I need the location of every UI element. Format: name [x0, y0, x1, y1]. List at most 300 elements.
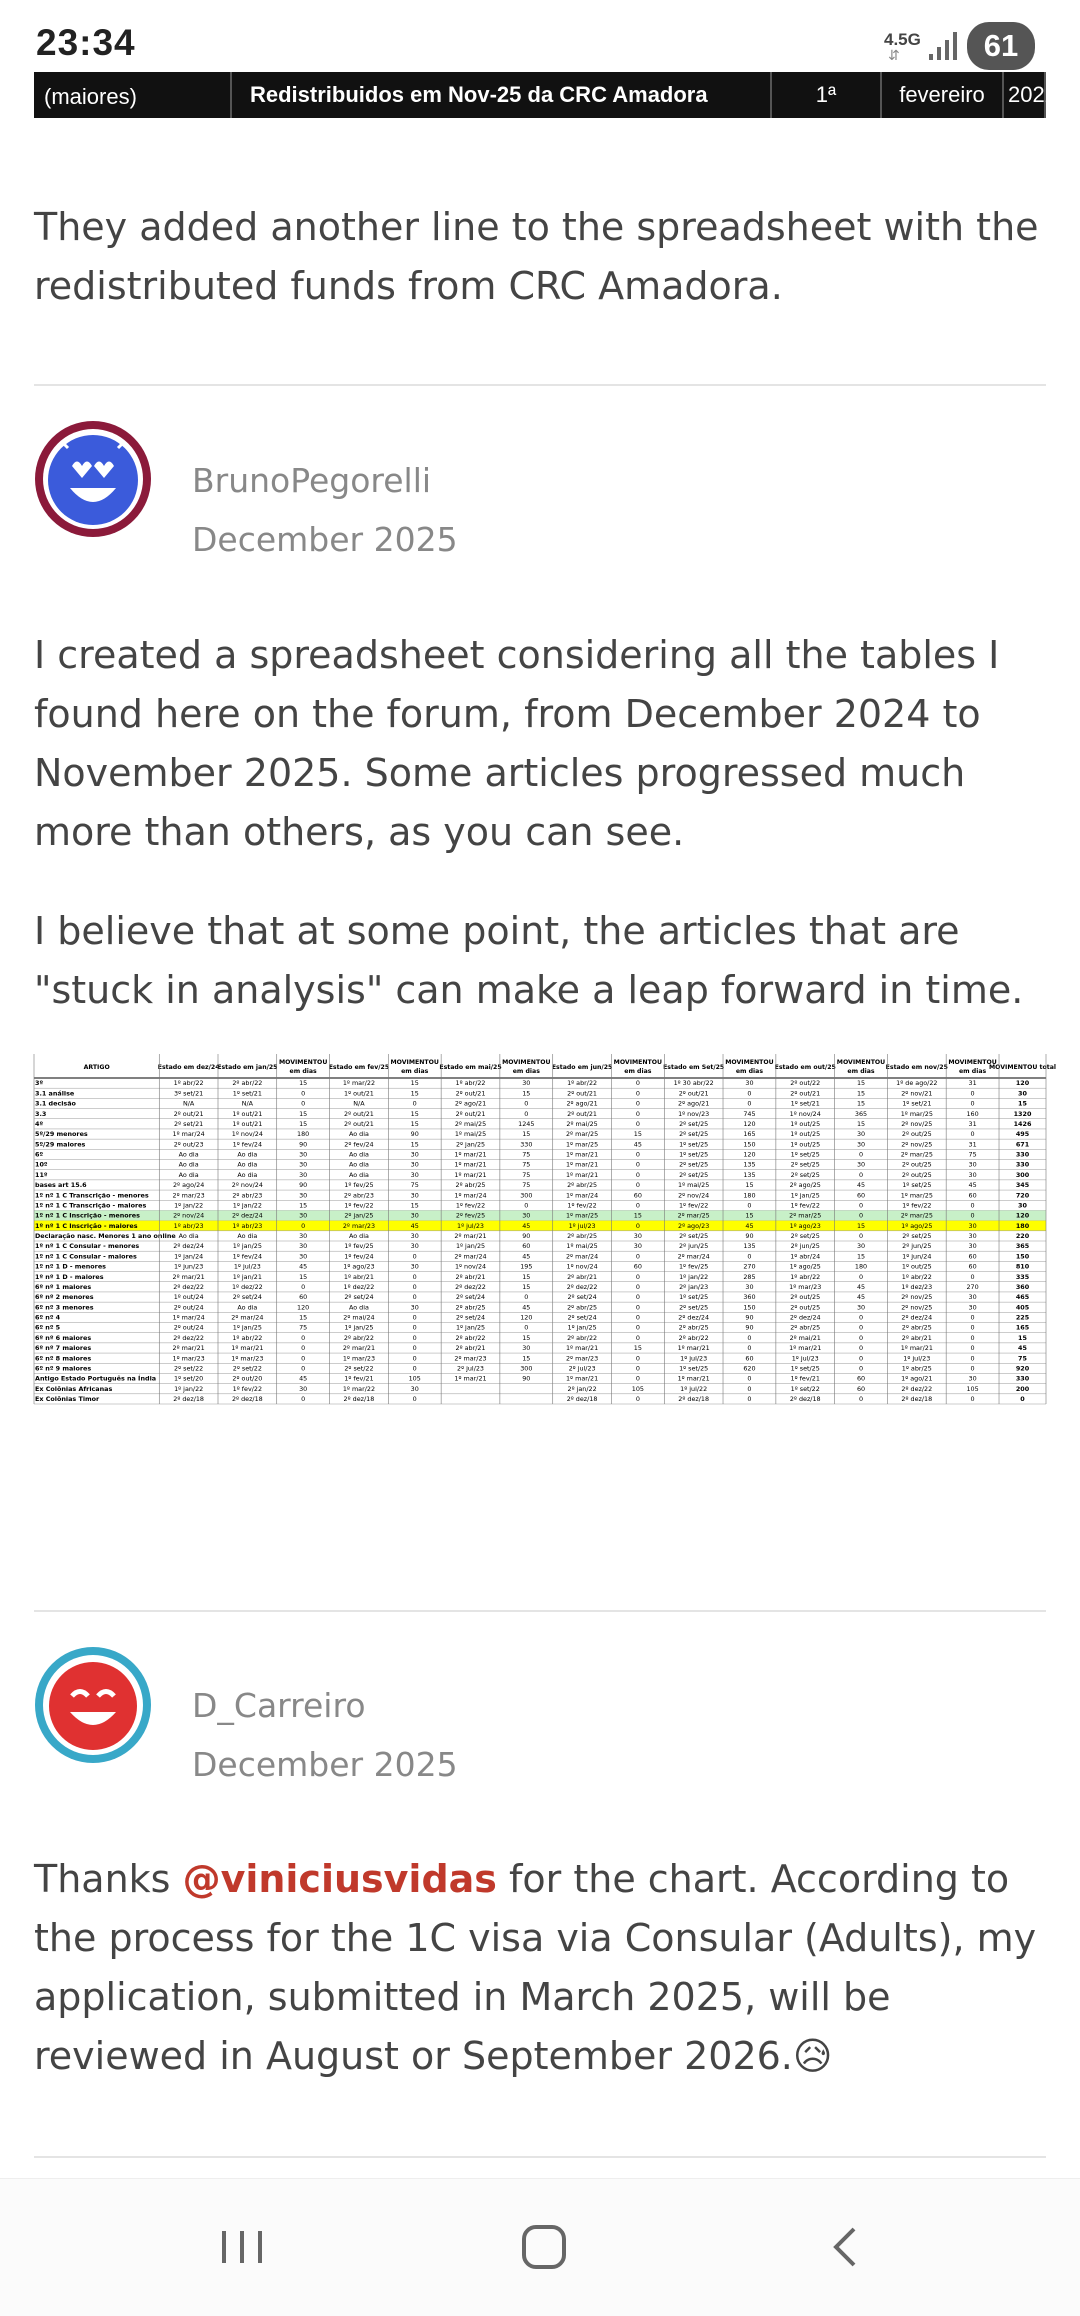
spreadsheet-cell: 1º mar/21	[454, 1160, 487, 1169]
spreadsheet-header: MOVIMENTOU	[278, 1059, 328, 1066]
spreadsheet-cell: 0	[858, 1364, 864, 1373]
spreadsheet-cell: 2º set/25	[790, 1160, 820, 1169]
spreadsheet-cell: 1º jun/23	[173, 1262, 204, 1271]
spreadsheet-cell: 15	[633, 1211, 642, 1220]
spreadsheet-cell: 60	[522, 1242, 531, 1251]
spreadsheet-cell: 1º fev/25	[344, 1181, 374, 1190]
spreadsheet-cell: 1º jul/23	[680, 1354, 708, 1363]
spreadsheet-cell: 2º set/25	[902, 1232, 932, 1240]
spreadsheet-cell: 2º mar/25	[565, 1130, 599, 1139]
spreadsheet-cell: 75	[522, 1150, 531, 1159]
spreadsheet-cell: 15	[522, 1333, 531, 1342]
spreadsheet-cell: 2º jan/25	[455, 1140, 486, 1149]
spreadsheet-cell: 2º jan/23	[679, 1282, 709, 1291]
spreadsheet-cell: 2º mai/25	[566, 1119, 598, 1128]
spreadsheet-cell: 2º jul/23	[568, 1364, 596, 1373]
spreadsheet-cell: Ex Colônias Africanas	[35, 1384, 113, 1393]
spreadsheet-cell: 2º dez/24	[173, 1242, 205, 1251]
spreadsheet-cell: 2º ago/21	[566, 1099, 598, 1108]
spreadsheet-cell: 1º out/24	[173, 1293, 204, 1302]
spreadsheet-cell: 30	[968, 1303, 977, 1312]
spreadsheet-cell: 1º nº 1 C Inscrição - menores	[35, 1211, 140, 1220]
spreadsheet-cell: 120	[1015, 1211, 1030, 1220]
spreadsheet-header: Estado em jun/25	[551, 1064, 613, 1071]
spreadsheet-cell: 2º out/21	[344, 1109, 374, 1118]
spreadsheet-cell: 0	[858, 1344, 864, 1353]
spreadsheet-cell: 45	[410, 1221, 419, 1230]
spreadsheet-cell: 2º out/21	[567, 1089, 598, 1098]
spreadsheet-cell: 165	[743, 1130, 756, 1139]
spreadsheet-cell: 0	[412, 1395, 417, 1403]
spreadsheet-cell: 45	[1018, 1344, 1027, 1353]
spreadsheet-cell: 1º mar/24	[565, 1191, 599, 1200]
spreadsheet-cell: 1º fev/24	[232, 1140, 263, 1149]
spreadsheet-cell: 2º jun/25	[679, 1242, 709, 1251]
spreadsheet-cell: 2º abr/21	[901, 1333, 932, 1342]
spreadsheet-cell: 60	[968, 1262, 977, 1271]
spreadsheet-cell: 15	[299, 1313, 308, 1322]
spreadsheet-cell: 0	[858, 1170, 864, 1179]
spreadsheet-cell: 15	[410, 1109, 419, 1118]
spreadsheet-cell: 6º	[35, 1150, 44, 1159]
spreadsheet-cell: 1º mar/21	[454, 1374, 487, 1383]
spreadsheet-cell: 3.3	[35, 1109, 47, 1118]
spreadsheet-cell: Ao dia	[237, 1303, 258, 1312]
spreadsheet-cell: 405	[1015, 1303, 1030, 1312]
spreadsheet-header: MOVIMENTOU	[502, 1059, 551, 1066]
spreadsheet-cell: 2º nov/25	[901, 1293, 933, 1302]
spreadsheet-cell: 0	[970, 1089, 975, 1098]
user-avatar[interactable]	[34, 1646, 152, 1764]
spreadsheet-cell: N/A	[353, 1099, 365, 1108]
system-nav-bar	[0, 2178, 1080, 2316]
spreadsheet-cell: 15	[856, 1099, 866, 1108]
spreadsheet-cell: 465	[1015, 1293, 1030, 1302]
spreadsheet-cell: 2º abr/23	[232, 1191, 263, 1200]
spreadsheet-cell: 0	[412, 1252, 417, 1261]
spreadsheet-cell: 1º fev/22	[790, 1201, 820, 1210]
spreadsheet-cell: 0	[635, 1303, 640, 1312]
spreadsheet-cell: 1º mar/25	[565, 1140, 599, 1149]
spreadsheet-cell: 1º mar/22	[342, 1079, 376, 1088]
spreadsheet-cell: Ao dia	[348, 1130, 369, 1139]
spreadsheet-cell: 2º dez/22	[173, 1282, 205, 1291]
spreadsheet-cell: 620	[743, 1364, 756, 1373]
spreadsheet-cell: 45	[522, 1252, 531, 1261]
spreadsheet-cell: 2º dez/24	[678, 1313, 710, 1322]
spreadsheet-cell: 120	[297, 1303, 310, 1312]
spreadsheet-header: MOVIMENTOU total	[988, 1064, 1057, 1071]
spreadsheet-cell: 2º mar/21	[454, 1232, 487, 1240]
spreadsheet-cell: 30	[299, 1191, 308, 1200]
spreadsheet-cell: 1º ago/23	[789, 1221, 821, 1230]
spreadsheet-cell: 30	[410, 1211, 419, 1220]
spreadsheet-cell: 15	[1018, 1333, 1027, 1342]
spreadsheet-cell: 0	[970, 1323, 975, 1332]
spreadsheet-cell: 2º dez/22	[173, 1333, 205, 1342]
spreadsheet-cell: 180	[297, 1130, 310, 1139]
spreadsheet-cell: 1º jan/21	[232, 1272, 262, 1281]
spreadsheet-cell: 5º/29 menores	[35, 1130, 88, 1139]
spreadsheet-cell: 180	[1015, 1221, 1030, 1230]
spreadsheet-cell: 1º set/25	[679, 1150, 709, 1159]
spreadsheet-cell: 285	[743, 1272, 756, 1281]
user-avatar[interactable]	[34, 420, 152, 538]
spreadsheet-cell: 45	[856, 1282, 866, 1291]
spreadsheet-cell: 1º mar/25	[900, 1109, 933, 1118]
spreadsheet-cell: 6º nº 8 maiores	[35, 1354, 92, 1363]
spreadsheet-cell: 15	[299, 1079, 308, 1088]
status-time: 23:34	[36, 22, 136, 63]
spreadsheet-cell: 495	[1015, 1130, 1030, 1139]
spreadsheet-cell: 15	[745, 1181, 754, 1190]
spreadsheet-cell: 0	[635, 1272, 640, 1281]
spreadsheet-cell: 2º out/22	[790, 1079, 821, 1088]
spreadsheet-cell: 225	[1015, 1313, 1030, 1322]
spreadsheet-cell: 0	[412, 1099, 417, 1108]
spreadsheet-header: Estado em jan/25	[217, 1064, 278, 1071]
spreadsheet-cell: 1º fev/25	[344, 1242, 374, 1251]
spreadsheet-cell: 2º dez/18	[901, 1395, 933, 1403]
spreadsheet-cell: 2º jun/25	[790, 1242, 820, 1251]
spreadsheet-cell: 31	[968, 1079, 977, 1088]
spreadsheet-cell: 2º set/24	[232, 1293, 262, 1302]
spreadsheet-cell: 2º set/22	[344, 1364, 374, 1373]
spreadsheet-cell: 1º fev/24	[232, 1252, 263, 1261]
spreadsheet-header: em dias	[512, 1068, 540, 1075]
spreadsheet-cell: 1º set/20	[174, 1374, 204, 1383]
spreadsheet-cell: 0	[412, 1293, 417, 1302]
spreadsheet-cell: 5º/29 maiores	[35, 1140, 86, 1149]
spreadsheet-cell: 30	[968, 1221, 977, 1230]
spreadsheet-cell: 2º abr/21	[455, 1272, 486, 1281]
spreadsheet-cell: 1º fev/22	[232, 1384, 263, 1393]
spreadsheet-cell: 45	[299, 1374, 308, 1383]
spreadsheet-cell: 30	[745, 1079, 754, 1088]
spreadsheet-cell: 30	[968, 1160, 977, 1169]
spreadsheet-cell: 0	[858, 1232, 864, 1240]
spreadsheet-cell: 1º jul/23	[903, 1354, 931, 1363]
spreadsheet-cell: 0	[301, 1333, 306, 1342]
spreadsheet-cell: 2º out/21	[678, 1089, 709, 1098]
spreadsheet-cell: 15	[522, 1272, 531, 1281]
spreadsheet-cell: 45	[856, 1293, 866, 1302]
spreadsheet-cell: 1º fev/25	[678, 1262, 709, 1271]
spreadsheet-cell: 330	[1015, 1160, 1030, 1169]
spreadsheet-cell: 30	[856, 1130, 866, 1139]
spreadsheet-cell: 0	[635, 1323, 640, 1332]
spreadsheet-cell: Ao dia	[348, 1303, 369, 1312]
spreadsheet-cell: 180	[743, 1191, 756, 1200]
spreadsheet-cell: 2º set/21	[174, 1119, 204, 1128]
spreadsheet-cell: 1º abr/22	[790, 1272, 821, 1281]
spreadsheet-cell: 1º jan/25	[790, 1191, 820, 1200]
spreadsheet-cell: 1º jan/25	[455, 1323, 486, 1332]
spreadsheet-cell: 30	[299, 1150, 308, 1159]
spreadsheet-cell: 2º dez/22	[455, 1282, 486, 1291]
spreadsheet-cell: 0	[301, 1354, 306, 1363]
spreadsheet-cell: 30	[968, 1374, 977, 1383]
spreadsheet-cell: 1º ago/25	[789, 1262, 821, 1271]
spreadsheet-cell: 0	[635, 1170, 640, 1179]
spreadsheet-cell: 1º jan/25	[232, 1323, 262, 1332]
spreadsheet-cell: 0	[858, 1323, 864, 1332]
spreadsheet-cell: 75	[522, 1181, 531, 1190]
spreadsheet-cell: 0	[524, 1201, 529, 1210]
spreadsheet-cell: 90	[522, 1232, 531, 1240]
spreadsheet-cell: 1º jul/23	[568, 1221, 596, 1230]
spreadsheet-cell: 15	[745, 1211, 754, 1220]
spreadsheet-cell: 360	[1015, 1282, 1030, 1291]
spreadsheet-cell: 15	[410, 1140, 419, 1149]
spreadsheet-cell: 0	[635, 1119, 640, 1128]
spreadsheet-header: em dias	[735, 1068, 764, 1075]
spreadsheet-cell: 720	[1015, 1191, 1030, 1200]
spreadsheet-cell: 15	[522, 1282, 531, 1291]
post-author[interactable]: D_Carreiro	[192, 1686, 366, 1725]
spreadsheet-cell: Ao dia	[237, 1232, 258, 1240]
spreadsheet-cell: 0	[747, 1395, 752, 1403]
spreadsheet-cell: 2º dez/24	[789, 1313, 821, 1322]
spreadsheet-cell: 2º abr/22	[343, 1333, 374, 1342]
spreadsheet-cell: 1º abr/25	[901, 1364, 932, 1373]
spreadsheet-cell: 2º set/24	[344, 1293, 374, 1302]
spreadsheet-cell: Ao dia	[237, 1170, 258, 1179]
spreadsheet-cell: 1º nov/24	[454, 1262, 487, 1271]
post-divider	[34, 1610, 1046, 1612]
spreadsheet-cell: 1º mar/21	[565, 1160, 599, 1169]
spreadsheet-cell: 2º set/22	[174, 1364, 204, 1373]
table-cell: Redistribuidos em Nov-25 da CRC Amadora	[232, 72, 772, 118]
spreadsheet-cell: 30	[299, 1160, 308, 1169]
spreadsheet-cell: 15	[410, 1119, 419, 1128]
post-date: December 2025	[192, 520, 458, 559]
spreadsheet-cell: 2º mai/21	[789, 1333, 821, 1342]
spreadsheet-cell: 75	[1018, 1354, 1027, 1363]
recent-apps-icon[interactable]	[212, 2217, 272, 2277]
spreadsheet-cell: 1º mar/21	[565, 1150, 599, 1159]
spreadsheet-cell: 30	[299, 1384, 308, 1393]
spreadsheet-image[interactable]	[34, 1054, 1057, 1404]
spreadsheet-cell: 220	[1015, 1232, 1030, 1240]
spreadsheet-cell: 1º out/25	[790, 1130, 821, 1139]
spreadsheet-cell: 2º abr/25	[790, 1323, 821, 1332]
spreadsheet-cell: 2º abr/25	[567, 1232, 598, 1240]
spreadsheet-cell: 2º abr/22	[455, 1333, 486, 1342]
spreadsheet-cell: 2º nov/24	[678, 1191, 710, 1200]
spreadsheet-cell: 2º mar/24	[565, 1252, 599, 1261]
spreadsheet-cell: 0	[635, 1374, 640, 1383]
spreadsheet-cell: 0	[970, 1344, 975, 1353]
spreadsheet-cell: 1º mar/23	[172, 1354, 205, 1363]
spreadsheet-cell: 15	[856, 1079, 866, 1088]
user-mention-link[interactable]: @viniciusvidas	[182, 1857, 497, 1901]
spreadsheet-cell: 2º jan/25	[344, 1211, 374, 1220]
spreadsheet-cell: 0	[524, 1323, 529, 1332]
spreadsheet-cell: 60	[968, 1191, 977, 1200]
spreadsheet-cell: 2º dez/22	[901, 1384, 933, 1393]
spreadsheet-cell: 365	[1015, 1242, 1030, 1251]
spreadsheet-cell: 3.1 decisão	[35, 1099, 76, 1108]
spreadsheet-cell: 0	[747, 1252, 752, 1261]
spreadsheet-cell: 745	[743, 1109, 756, 1118]
spreadsheet-cell: 31	[968, 1119, 977, 1128]
spreadsheet-cell: 1º set/25	[790, 1150, 820, 1159]
spreadsheet-cell: 1º fev/21	[344, 1374, 374, 1383]
spreadsheet-cell: 120	[520, 1313, 533, 1322]
spreadsheet-cell: 2º fev/24	[344, 1140, 374, 1149]
spreadsheet-cell: 2º out/24	[173, 1303, 204, 1312]
spreadsheet-cell: 2º mar/21	[172, 1344, 205, 1353]
status-bar	[0, 0, 1080, 72]
spreadsheet-cell: 0	[747, 1099, 752, 1108]
spreadsheet-cell: 15	[856, 1119, 866, 1128]
spreadsheet-cell: 0	[858, 1211, 864, 1220]
spreadsheet-cell: 11º	[35, 1170, 48, 1179]
spreadsheet-cell: Ao dia	[237, 1160, 258, 1169]
spreadsheet-cell: 75	[522, 1170, 531, 1179]
spreadsheet-cell: 2º abr/22	[232, 1079, 263, 1088]
spreadsheet-cell: 2º dez/18	[231, 1395, 263, 1403]
spreadsheet-cell: 1º mar/23	[789, 1282, 822, 1291]
spreadsheet-cell: 1º mar/24	[454, 1191, 487, 1200]
spreadsheet-cell: 165	[1015, 1323, 1030, 1332]
spreadsheet-cell: 30	[299, 1242, 308, 1251]
post-divider	[34, 2156, 1046, 2158]
spreadsheet-cell: 6º nº 5	[35, 1323, 61, 1332]
spreadsheet-cell: 2º nov/25	[901, 1119, 933, 1128]
spreadsheet-cell: 2º out/20	[232, 1374, 263, 1383]
spreadsheet-cell: 1º jan/22	[232, 1201, 262, 1210]
spreadsheet-cell: 0	[970, 1201, 975, 1210]
spreadsheet-cell: 0	[970, 1364, 975, 1373]
spreadsheet-cell: 1º de ago/22	[896, 1079, 938, 1088]
spreadsheet-cell: 30	[410, 1191, 419, 1200]
spreadsheet-header: MOVIMENTOU	[613, 1059, 663, 1066]
back-icon[interactable]	[816, 2217, 876, 2277]
network-type: 4.5G	[884, 30, 921, 49]
spreadsheet-cell: 1º mar/24	[172, 1313, 205, 1322]
spreadsheet-cell: 15	[410, 1089, 419, 1098]
spreadsheet-cell: 0	[301, 1089, 306, 1098]
spreadsheet-cell: 15	[633, 1344, 642, 1353]
spreadsheet-cell: 2º mar/23	[565, 1354, 599, 1363]
spreadsheet-cell: 1º mar/25	[565, 1211, 599, 1220]
spreadsheet-cell: 1º set/25	[679, 1293, 709, 1302]
spreadsheet-cell: 2º set/24	[455, 1293, 486, 1302]
spreadsheet-cell: 1245	[518, 1119, 535, 1128]
spreadsheet-cell: 15	[856, 1252, 866, 1261]
spreadsheet-cell: 1º jan/25	[344, 1323, 374, 1332]
spreadsheet-cell: 1º nº 1 D - menores	[35, 1262, 106, 1271]
spreadsheet-cell: 75	[299, 1323, 308, 1332]
spreadsheet-cell: 30	[410, 1384, 419, 1393]
spreadsheet-cell: 120	[743, 1150, 756, 1159]
spreadsheet-cell: 15	[1018, 1099, 1027, 1108]
spreadsheet-cell: 15	[299, 1272, 308, 1281]
spreadsheet-cell: 1º mar/22	[342, 1384, 376, 1393]
spreadsheet-cell: 2º mar/25	[789, 1211, 822, 1220]
spreadsheet-cell: 6º nº 3 menores	[35, 1303, 94, 1312]
spreadsheet-cell: 1º out/25	[790, 1140, 821, 1149]
spreadsheet-cell: 330	[1015, 1150, 1030, 1159]
spreadsheet-cell: 2º ago/21	[678, 1099, 710, 1108]
spreadsheet-cell: 365	[854, 1109, 868, 1118]
spreadsheet-cell: 1º fev/22	[344, 1201, 374, 1210]
spreadsheet-cell: 30	[410, 1262, 419, 1271]
spreadsheet-cell: 160	[966, 1109, 979, 1118]
spreadsheet-cell: 0	[858, 1313, 864, 1322]
spreadsheet-cell: 2º set/24	[567, 1313, 597, 1322]
spreadsheet-cell: 45	[745, 1221, 754, 1230]
spreadsheet-cell: 0	[970, 1272, 975, 1281]
spreadsheet-cell: 180	[854, 1262, 868, 1271]
spreadsheet-cell: 3º set/21	[174, 1089, 204, 1098]
spreadsheet-cell: 0	[635, 1099, 640, 1108]
spreadsheet-cell: 2º mar/23	[342, 1221, 376, 1230]
spreadsheet-cell: 1º mar/21	[454, 1150, 487, 1159]
spreadsheet-cell: 1º mar/21	[231, 1344, 264, 1353]
spreadsheet-header: Estado em out/25	[774, 1064, 836, 1071]
spreadsheet-cell: 2º set/24	[567, 1293, 597, 1302]
spreadsheet-cell: 75	[410, 1181, 419, 1190]
spreadsheet-cell: 1º out/21	[232, 1119, 263, 1128]
spreadsheet-cell: 6º nº 6 maiores	[35, 1333, 92, 1342]
spreadsheet-cell: 0	[747, 1333, 752, 1342]
spreadsheet-cell: 60	[856, 1191, 866, 1200]
post-author[interactable]: BrunoPegorelli	[192, 461, 432, 500]
spreadsheet-cell: 2º mar/24	[454, 1252, 487, 1261]
spreadsheet-cell: 1º set/21	[232, 1089, 262, 1098]
spreadsheet-cell: 135	[743, 1242, 756, 1251]
spreadsheet-cell: 90	[299, 1181, 308, 1190]
spreadsheet-cell: 1º set/25	[679, 1364, 709, 1373]
spreadsheet-cell: 2º abr/22	[678, 1333, 709, 1342]
spreadsheet-cell: 1º nov/23	[678, 1109, 710, 1118]
spreadsheet-cell: 1º abr/22	[901, 1272, 932, 1281]
spreadsheet-cell: 1º abr/22	[455, 1079, 486, 1088]
spreadsheet-cell: 1º abr/21	[343, 1272, 374, 1281]
spreadsheet-cell: 810	[1015, 1262, 1030, 1271]
spreadsheet-cell: 1º jul/23	[791, 1354, 819, 1363]
home-icon[interactable]	[514, 2217, 574, 2277]
spreadsheet-cell: 2º mar/21	[342, 1344, 376, 1353]
spreadsheet-cell: 0	[635, 1364, 640, 1373]
spreadsheet-cell: 920	[1015, 1364, 1030, 1373]
spreadsheet-cell: 1º abr/23	[232, 1221, 263, 1230]
spreadsheet-cell: 0	[1020, 1395, 1025, 1403]
spreadsheet-cell: 0	[635, 1313, 640, 1322]
spreadsheet-cell: 0	[301, 1344, 306, 1353]
spreadsheet-cell: 15	[299, 1119, 308, 1128]
spreadsheet-cell: 0	[970, 1354, 975, 1363]
spreadsheet-cell: 1º ago/21	[901, 1374, 933, 1383]
spreadsheet-cell: 120	[1015, 1079, 1030, 1088]
spreadsheet-header: MOVIMENTOU	[836, 1059, 886, 1066]
spreadsheet-cell: 0	[635, 1252, 640, 1261]
spreadsheet-cell: 1º jun/24	[902, 1252, 932, 1261]
spreadsheet-cell: 2º set/25	[679, 1160, 709, 1169]
spreadsheet-cell: 0	[301, 1282, 306, 1291]
spreadsheet-cell: 0	[412, 1333, 417, 1342]
spreadsheet-cell: 0	[635, 1181, 640, 1190]
spreadsheet-cell: 30	[856, 1242, 866, 1251]
spreadsheet-cell: 2º set/25	[679, 1303, 709, 1312]
spreadsheet-cell: 1º jan/24	[174, 1252, 204, 1261]
spreadsheet-cell: 150	[743, 1303, 756, 1312]
spreadsheet-cell: 45	[522, 1303, 531, 1312]
spreadsheet-cell: 2º mar/24	[231, 1313, 264, 1322]
